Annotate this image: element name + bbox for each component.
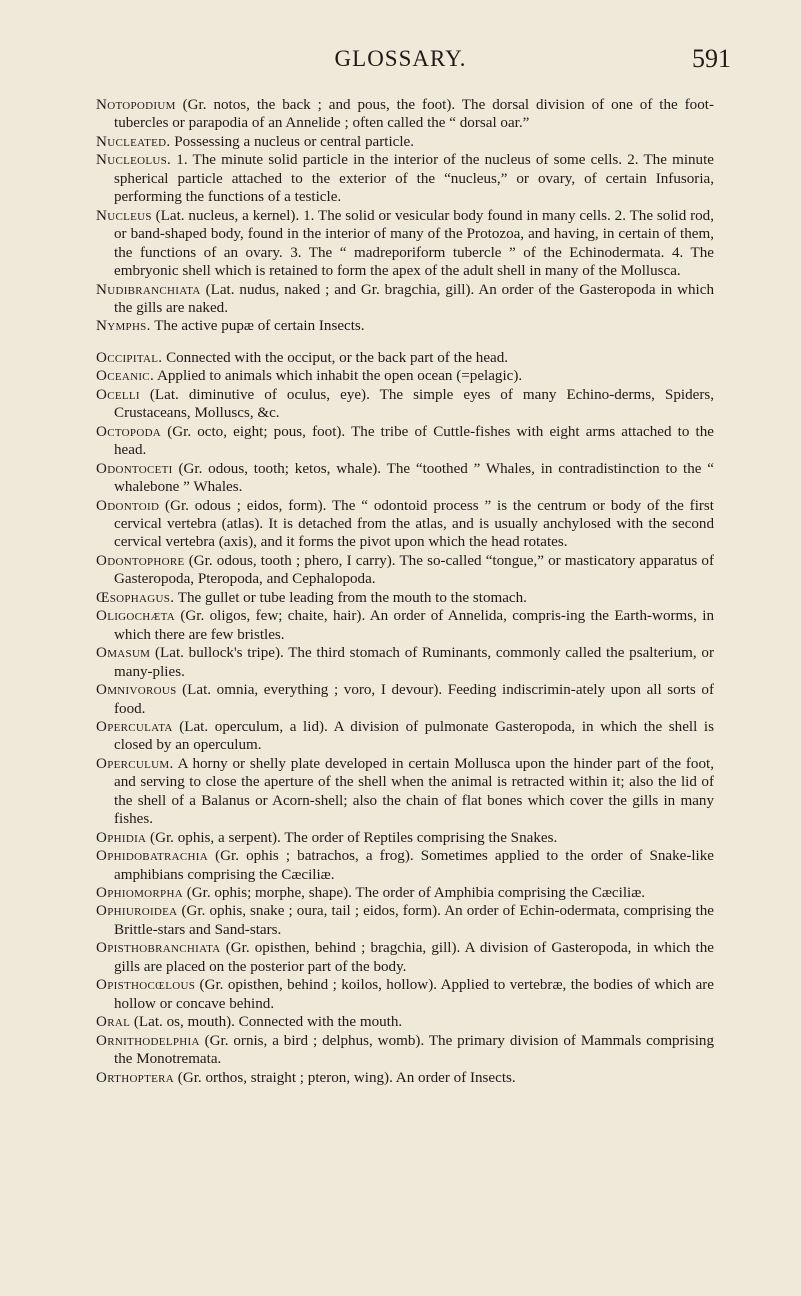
entry-term: Nucleolus. (96, 152, 172, 169)
glossary-entry (96, 589, 714, 607)
glossary-entry (96, 281, 714, 318)
entry-definition: (Lat. operculum, a lid). A division of pulmonate Gasteropoda, in which the shell is closed by an operculum. (114, 718, 714, 754)
entry-definition: (Lat. os, mouth). Connected with the mouth. (130, 1014, 403, 1031)
glossary-entry (96, 423, 714, 460)
entry-term: Operculata (96, 718, 173, 735)
entry-definition: Possessing a nucleus or central particle. (170, 133, 415, 150)
glossary-entry (96, 884, 714, 902)
entry-definition: (Gr. oligos, few; chaite, hair). An order of Annelida, compris-ing the Earth-worms, in which there are few bristles. (114, 608, 714, 643)
entry-term: Occipital. (96, 349, 163, 366)
entry-definition: (Lat. bullock's tripe). The third stomach of Ruminants, commonly called the psalterium, or many-plies. (114, 645, 714, 680)
entry-term: Odontophore (96, 552, 185, 569)
entry-term: Ophidobatrachia (96, 848, 208, 865)
entry-definition: (Gr. opisthen, behind ; koilos, hollow). Applied to vertebræ, the bodies of which are hollow or concave behind. (114, 977, 714, 1012)
entry-term: Ophiuroidea (96, 903, 178, 920)
glossary-entry (96, 317, 714, 335)
glossary-entry (96, 755, 714, 829)
entry-term: Oral (96, 1014, 131, 1031)
glossary-entry (96, 349, 714, 367)
entry-definition: (Lat. omnia, everything ; voro, I devour). Feeding indiscrimin-ately upon all sorts of food. (114, 682, 714, 717)
entry-definition: (Gr. ornis, a bird ; delphus, womb). The primary division of Mammals comprising the Monotremata. (114, 1032, 714, 1068)
glossary-entry (96, 902, 714, 939)
entry-term: Nucleated. (96, 133, 171, 150)
glossary-entry (96, 644, 714, 681)
glossary-entry (96, 718, 714, 755)
glossary-entry (96, 151, 714, 206)
entry-definition: A horny or shelly plate developed in certain Mollusca upon the hinder part of the foot, and serving to close the aperture of the shell when the animal is retracted within it; also the lid of the shell of a Balanus or Acorn-shell; also the chain of flat bones which cover the gills in many fishes. (114, 755, 714, 828)
glossary-entry (96, 386, 714, 423)
entry-definition: Applied to animals which inhabit the open ocean (=pelagic). (154, 368, 523, 385)
glossary-entry (96, 829, 714, 847)
entry-definition: (Gr. ophis ; batrachos, a frog). Sometimes applied to the order of Snake-like amphibians comprising the Cæciliæ. (114, 848, 714, 883)
entry-definition: The gullet or tube leading from the mouth to the stomach. (174, 589, 527, 606)
glossary-entry (96, 1032, 714, 1069)
glossary-entry (96, 552, 714, 589)
entry-term: Oligochæta (96, 608, 176, 625)
entry-term: Œsophagus. (96, 589, 175, 606)
entry-term: Nudibranchiata (96, 281, 201, 298)
entry-term: Ornithodelphia (96, 1032, 200, 1049)
entry-definition: (Gr. orthos, straight ; pteron, wing). An order of Insects. (174, 1069, 516, 1086)
entry-definition: (Gr. odous, tooth; ketos, whale). The “toothed ” Whales, in contradistinction to the “ whalebone ” Whales. (114, 460, 714, 496)
entry-term: Ophiomorpha (96, 885, 183, 902)
entry-term: Omnivorous (96, 682, 177, 699)
entry-term: Notopodium (96, 97, 176, 113)
glossary-entry (96, 1069, 714, 1087)
entry-term: Omasum (96, 645, 151, 662)
entry-definition: The active pupæ of certain Insects. (150, 318, 365, 335)
entry-term: Orthoptera (96, 1069, 175, 1086)
entry-definition: (Lat. diminutive of oculus, eye). The simple eyes of many Echino-derms, Spiders, Crustaceans, Molluscs, &c. (114, 386, 714, 422)
entry-definition: (Lat. nucleus, a kernel). 1. The solid or vesicular body found in many cells. 2. The solid rod, or band-shaped body, found in the interior of many of the Protozoa, and having, in certain of them, the functions of an ovary. 3. The “ madreporiform tubercle ” of the Echinodermata. 4. The embryonic shell which is retained to form the apex of the adult shell in many of the Mollusca. (114, 207, 714, 280)
glossary-entries (96, 96, 714, 1087)
entry-term: Ophidia (96, 829, 147, 846)
glossary-entry (96, 497, 714, 552)
entry-term: Nymphs. (96, 318, 151, 335)
glossary-entry (96, 681, 714, 718)
entry-term: Odontoid (96, 497, 160, 514)
entry-definition: (Gr. ophis, snake ; oura, tail ; eidos, form). An order of Echin-odermata, comprising the Brittle-stars and Sand-stars. (114, 903, 714, 938)
entry-term: Operculum. (96, 755, 174, 772)
page-number: 591 (692, 44, 731, 73)
entry-definition: (Gr. ophis, a serpent). The order of Reptiles comprising the Snakes. (146, 829, 558, 846)
entry-definition: (Gr. odous ; eidos, form). The “ odontoid process ” is the centrum or body of the first cervical vertebra (atlas). It is detached from the atlas, and is usually anchylosed with the second cervical vertebra (axis), and it forms the pivot upon which the head rotates. (114, 497, 714, 551)
glossary-entry (96, 1013, 714, 1031)
entry-definition: (Gr. octo, eight; pous, foot). The tribe of Cuttle-fishes with eight arms attached to the head. (114, 423, 714, 459)
glossary-entry (96, 939, 714, 976)
glossary-entry (96, 976, 714, 1013)
entry-definition: (Gr. ophis; morphe, shape). The order of Amphibia comprising the Cæciliæ. (182, 885, 646, 902)
glossary-entry (96, 847, 714, 884)
entry-definition: (Gr. notos, the back ; and pous, the foot). The dorsal division of one of the foot-tubercles or parapodia of an Annelide ; often called the “ dorsal oar.” (114, 97, 714, 132)
glossary-entry (96, 207, 714, 281)
entry-term: Octopoda (96, 423, 162, 440)
entry-term: Nucleus (96, 207, 152, 224)
glossary-entry (96, 367, 714, 385)
glossary-entry (96, 607, 714, 644)
running-head (0, 44, 801, 84)
entry-definition: 1. The minute solid particle in the interior of the nucleus of some cells. 2. The minute spherical particle attached to the exterior of the “nucleus,” or ovary, of certain Infusoria, performing the functions of a testicle. (114, 152, 714, 206)
glossary-entry (96, 96, 714, 133)
entry-term: Opisthocœlous (96, 977, 196, 994)
entry-definition: (Gr. opisthen, behind ; bragchia, gill). A division of Gasteropoda, in which the gills are placed on the posterior part of the body. (114, 940, 714, 975)
entry-definition: (Gr. odous, tooth ; phero, I carry). The so-called “tongue,” or masticatory apparatus of Gasteropoda, Pteropoda, and Cephalopoda. (114, 552, 714, 588)
page-title: GLOSSARY. (334, 46, 467, 71)
entry-term: Oceanic. (96, 368, 155, 385)
entry-term: Ocelli (96, 386, 140, 403)
entry-term: Odontoceti (96, 460, 173, 477)
entry-definition: (Lat. nudus, naked ; and Gr. bragchia, gill). An order of the Gasteropoda in which the gills are naked. (114, 281, 714, 316)
glossary-entry (96, 133, 714, 151)
entry-term: Opisthobranchiata (96, 940, 221, 957)
entry-definition: Connected with the occiput, or the back part of the head. (162, 349, 509, 366)
glossary-entry (96, 460, 714, 497)
